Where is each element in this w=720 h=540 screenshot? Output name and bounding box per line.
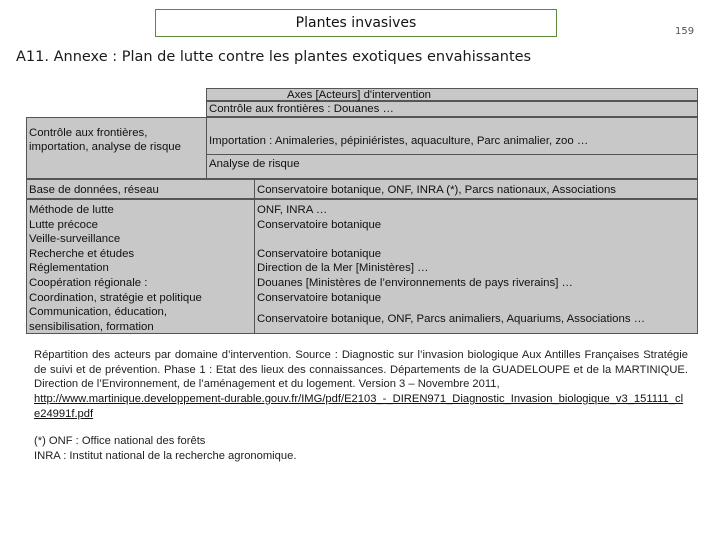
database-label: Base de données, réseau <box>29 184 159 196</box>
footnotes <box>34 434 296 463</box>
page-number: 159 <box>675 26 695 37</box>
actors-cell <box>254 199 698 334</box>
subheader: Contrôle aux frontières : Douanes … <box>209 103 394 115</box>
rowgroup-label-cell <box>26 117 207 179</box>
caption <box>34 348 688 422</box>
domain-item: Coopération régionale : <box>29 276 148 289</box>
domains-cell <box>26 199 255 334</box>
axes-header-cell <box>206 88 698 101</box>
actor-item: Conservatoire botanique <box>257 218 382 231</box>
database-label-cell <box>26 179 255 199</box>
analyse-cell <box>206 154 698 179</box>
actor-item: Conservatoire botanique <box>257 291 382 304</box>
actor-item: Direction de la Mer [Ministères] … <box>257 262 429 275</box>
actor-item: Douanes [Ministères de l’environnements de pays riverains] … <box>257 276 573 289</box>
importation-text: Importation : Animaleries, pépiniéristes, aquaculture, Parc animalier, zoo … <box>209 135 589 147</box>
section-heading: A11. Annexe : Plan de lutte contre les plantes exotiques envahissantes <box>16 49 532 65</box>
rowgroup-label-line2: importation, analyse de risque <box>29 141 181 153</box>
actor-item: Conservatoire botanique <box>257 247 382 260</box>
source-link[interactable]: http://www.martinique.developpement-durable.gouv.fr/IMG/pdf/E2103_-_DIREN971_Diagnostic_Invasion_biologique_v3_151111_cle24991f.pdf <box>34 393 684 420</box>
actor-item: Conservatoire botanique, ONF, Parcs animaliers, Aquariums, Associations … <box>257 313 646 326</box>
domain-item: Lutte précoce <box>29 218 99 231</box>
header-title: Plantes invasives <box>295 15 417 31</box>
caption-text: Répartition des acteurs par domaine d’intervention. Source : Diagnostic sur l’invasion biologique Aux Antilles Françaises Stratégie de suivi et de prévention. Phase 1 : Etat des lieux des connaissances. Départements de la GUADELOUPE et de la MARTINIQUE. Direction de l’Environnement, de l’aménagement et du logement. Version 3 – Novembre 2011, <box>34 349 688 391</box>
domain-item: Recherche et études <box>29 247 135 260</box>
subheader-cell <box>206 101 698 117</box>
header-title-box <box>155 9 557 37</box>
footnote-inra: INRA : Institut national de la recherche agronomique. <box>34 449 297 462</box>
database-actors-cell <box>254 179 698 199</box>
domain-item: Réglementation <box>29 262 109 275</box>
domain-item: sensibilisation, formation <box>29 320 154 333</box>
actor-item <box>257 232 695 247</box>
domain-item: Méthode de lutte <box>29 204 114 216</box>
importation-cell <box>206 117 698 155</box>
domain-item: Veille-surveillance <box>29 233 121 246</box>
rowgroup-label-line1: Contrôle aux frontières, <box>29 127 148 139</box>
database-actors: Conservatoire botanique, ONF, INRA (*), Parcs nationaux, Associations <box>257 184 616 196</box>
domain-item: Communication, éducation, <box>29 306 168 319</box>
footnote-onf: (*) ONF : Office national des forêts <box>34 435 206 447</box>
axes-header: Axes [Acteurs] d'intervention <box>287 89 431 101</box>
actor-item: ONF, INRA … <box>257 204 328 216</box>
domain-item: Coordination, stratégie et politique <box>29 291 202 304</box>
analyse-text: Analyse de risque <box>209 158 300 170</box>
